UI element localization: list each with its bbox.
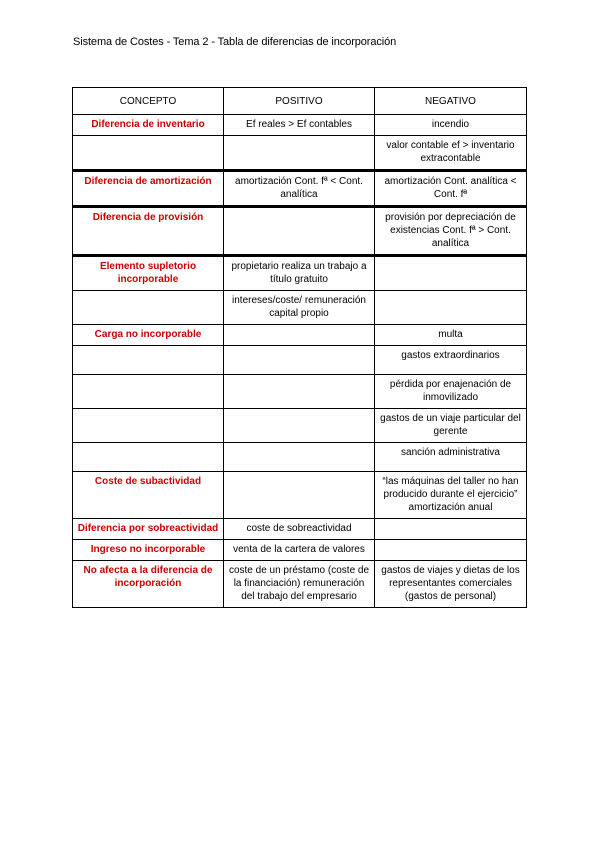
concept-cell: Elemento supletorio incorporable: [73, 256, 224, 291]
positive-cell: [224, 375, 375, 409]
column-header-concepto: CONCEPTO: [73, 88, 224, 115]
negative-cell: [375, 540, 527, 561]
table-row: [73, 136, 527, 171]
negative-cell: [375, 256, 527, 291]
concept-cell: [73, 375, 224, 409]
concept-cell: Diferencia por sobreactividad: [73, 519, 224, 540]
positive-cell: [224, 409, 375, 443]
positive-cell: [224, 136, 375, 171]
negative-cell: [375, 519, 527, 540]
table-row: [73, 325, 527, 346]
positive-cell: [224, 472, 375, 519]
concept-cell: Carga no incorporable: [73, 325, 224, 346]
table-row: [73, 409, 527, 443]
negative-cell: multa: [375, 325, 527, 346]
concept-cell: Coste de subactividad: [73, 472, 224, 519]
concept-cell: Diferencia de provisión: [73, 207, 224, 256]
table-row: [73, 256, 527, 291]
positive-cell: coste de sobreactividad: [224, 519, 375, 540]
table-row: [73, 346, 527, 375]
negative-cell: gastos de viajes y dietas de los representantes comerciales (gastos de personal): [375, 561, 527, 608]
table-row: [73, 540, 527, 561]
table-row: [73, 472, 527, 519]
table-row: [73, 115, 527, 136]
concept-cell: [73, 136, 224, 171]
positive-cell: propietario realiza un trabajo a título gratuito: [224, 256, 375, 291]
positive-cell: [224, 325, 375, 346]
concept-cell: No afecta a la diferencia de incorporación: [73, 561, 224, 608]
table-row: [73, 561, 527, 608]
positive-cell: [224, 346, 375, 375]
positive-cell: Ef reales > Ef contables: [224, 115, 375, 136]
table-row: [73, 291, 527, 325]
negative-cell: “las máquinas del taller no han producido durante el ejercicio” amortización anual: [375, 472, 527, 519]
incorporation-differences-table: [72, 87, 527, 608]
positive-cell: [224, 443, 375, 472]
negative-cell: pérdida por enajenación de inmovilizado: [375, 375, 527, 409]
page-header: Sistema de Costes - Tema 2 - Tabla de diferencias de incorporación: [73, 36, 397, 48]
table-row: [73, 519, 527, 540]
column-header-negativo: NEGATIVO: [375, 88, 527, 115]
negative-cell: gastos de un viaje particular del gerente: [375, 409, 527, 443]
concept-cell: [73, 443, 224, 472]
table-row: [73, 171, 527, 207]
concept-cell: Diferencia de inventario: [73, 115, 224, 136]
negative-cell: [375, 291, 527, 325]
positive-cell: intereses/coste/ remuneración capital propio: [224, 291, 375, 325]
negative-cell: provisión por depreciación de existencias Cont. fª > Cont. analítica: [375, 207, 527, 256]
positive-cell: amortización Cont. fª < Cont. analítica: [224, 171, 375, 207]
negative-cell: valor contable ef > inventario extracontable: [375, 136, 527, 171]
positive-cell: venta de la cartera de valores: [224, 540, 375, 561]
table-row: [73, 207, 527, 256]
concept-cell: [73, 409, 224, 443]
concept-cell: Ingreso no incorporable: [73, 540, 224, 561]
negative-cell: incendio: [375, 115, 527, 136]
table-header-row: [73, 88, 527, 115]
negative-cell: amortización Cont. analítica < Cont. fª: [375, 171, 527, 207]
concept-cell: Diferencia de amortización: [73, 171, 224, 207]
positive-cell: coste de un préstamo (coste de la financiación) remuneración del trabajo del empresario: [224, 561, 375, 608]
negative-cell: gastos extraordinarios: [375, 346, 527, 375]
table-row: [73, 443, 527, 472]
concept-cell: [73, 346, 224, 375]
table-row: [73, 375, 527, 409]
positive-cell: [224, 207, 375, 256]
negative-cell: sanción administrativa: [375, 443, 527, 472]
concept-cell: [73, 291, 224, 325]
column-header-positivo: POSITIVO: [224, 88, 375, 115]
